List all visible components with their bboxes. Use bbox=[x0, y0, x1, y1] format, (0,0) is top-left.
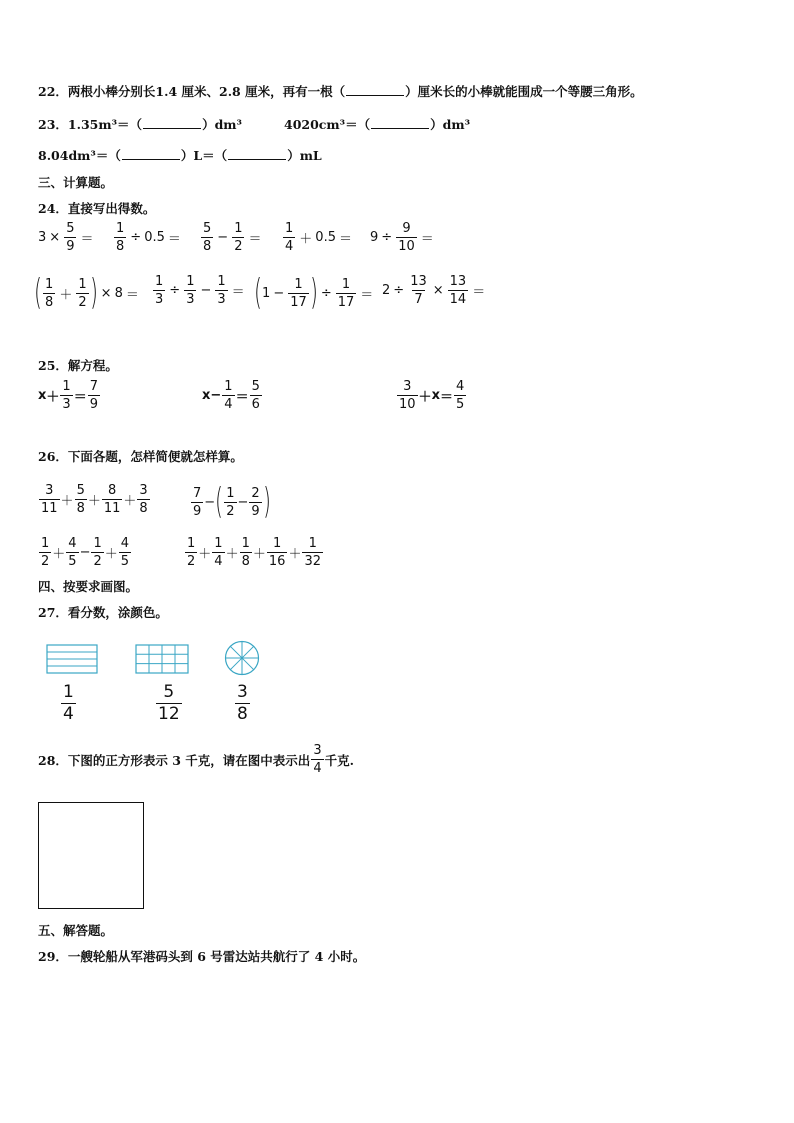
question-text: 8.04dm³＝（ bbox=[38, 148, 121, 163]
question-27-title: 27．看分数，涂颜色。 bbox=[38, 605, 168, 620]
fraction: $\frac{13}{14}$ bbox=[449, 274, 467, 307]
fraction: $\frac{4}{5}$ bbox=[455, 379, 465, 412]
fraction: $\frac{4}{5}$ bbox=[68, 536, 77, 569]
fraction: $\frac{9}{10}$ bbox=[398, 221, 415, 254]
fraction: $\frac{1}{16}$ bbox=[268, 536, 286, 569]
unit-text: ）dm³ bbox=[202, 117, 243, 132]
answer-blank[interactable] bbox=[371, 117, 429, 129]
calc-24-6: ( $\frac{1}{8}$ ＋ $\frac{1}{2}$ ) × 8 ＝ bbox=[34, 272, 139, 313]
fraction: $\frac{3}{8}$ bbox=[139, 483, 148, 516]
question-23-line-1 bbox=[38, 115, 242, 133]
fraction: $\frac{1}{3}$ bbox=[62, 379, 71, 412]
fraction: $\frac{1}{17}$ bbox=[337, 276, 355, 310]
answer-blank[interactable] bbox=[143, 117, 201, 129]
fraction: $\frac{1}{3}$ bbox=[217, 274, 226, 307]
question-29: 29．一艘轮船从军港码头到 6 号雷达站共航行了 4 小时。 bbox=[38, 949, 366, 964]
question-text: 4020cm³＝（ bbox=[284, 117, 371, 132]
question-25-title: 25．解方程。 bbox=[38, 358, 118, 373]
fraction: $\frac{1}{2}$ bbox=[78, 276, 87, 310]
calc-26-2: $\frac{7}{9}$ − ( $\frac{1}{2}$ − $\frac{2}{9}$ ) bbox=[193, 481, 271, 522]
question-text: 两根小棒分别长1.4 厘米、2.8 厘米，再有一根（ bbox=[67, 84, 346, 99]
fraction: $\frac{3}{11}$ bbox=[41, 483, 58, 516]
question-text: 28．下图的正方形表示 3 千克，请在图中表示出 bbox=[38, 752, 311, 768]
question-number: 23． bbox=[38, 117, 68, 132]
question-text: 千克. bbox=[324, 752, 354, 768]
question-22 bbox=[38, 82, 643, 100]
fraction: $\frac{1}{17}$ bbox=[290, 276, 307, 310]
equation-25-3: $\frac{3}{10}$ ＋ x ＝ $\frac{4}{5}$ bbox=[399, 379, 465, 412]
unit-text: ）dm³ bbox=[430, 117, 471, 132]
fraction: $\frac{2}{9}$ bbox=[251, 485, 260, 519]
fraction: $\frac{3}{4}$ bbox=[313, 743, 322, 776]
fraction: $\frac{1}{2}$ bbox=[93, 536, 102, 569]
fraction: $\frac{1}{32}$ bbox=[304, 536, 321, 569]
calc-24-3: $\frac{5}{8}$ − $\frac{1}{2}$ ＝ bbox=[203, 221, 262, 254]
fraction: $\frac{8}{11}$ bbox=[103, 483, 121, 516]
calc-24-9: 2 ÷ $\frac{13}{7}$ × $\frac{13}{14}$ ＝ bbox=[382, 274, 486, 307]
fraction: $\frac{1}{2}$ bbox=[41, 536, 50, 569]
fraction: $\frac{1}{4}$ bbox=[214, 536, 223, 569]
striped-rectangle-shape[interactable] bbox=[46, 644, 98, 674]
fraction: $\frac{13}{7}$ bbox=[410, 274, 427, 307]
question-number: 22． bbox=[38, 84, 68, 99]
answer-blank[interactable] bbox=[346, 84, 404, 96]
calc-24-5: 9 ÷ $\frac{9}{10}$ ＝ bbox=[370, 221, 434, 254]
fraction-label-3: $\frac{3}{8}$ bbox=[237, 682, 248, 724]
question-28 bbox=[38, 744, 354, 775]
fraction: $\frac{5}{6}$ bbox=[251, 379, 260, 412]
section-3-heading: 三、计算题。 bbox=[38, 175, 114, 190]
calc-24-8: ( 1 − $\frac{1}{17}$ ) ÷ $\frac{1}{17}$ ＝ bbox=[254, 272, 374, 313]
answer-blank[interactable] bbox=[228, 148, 286, 160]
fraction: $\frac{7}{9}$ bbox=[89, 379, 98, 412]
fraction: $\frac{5}{8}$ bbox=[203, 221, 212, 254]
fraction-label-2: $\frac{5}{12}$ bbox=[158, 682, 180, 724]
divided-circle-shape[interactable] bbox=[224, 640, 260, 676]
fraction: $\frac{1}{8}$ bbox=[241, 536, 250, 569]
fraction: $\frac{5}{8}$ bbox=[76, 483, 85, 516]
question-23-line-2 bbox=[38, 146, 322, 164]
fraction: $\frac{1}{2}$ bbox=[187, 536, 196, 569]
section-4-heading: 四、按要求画图。 bbox=[38, 579, 139, 594]
fraction: $\frac{5}{9}$ bbox=[66, 221, 75, 254]
calc-24-7: $\frac{1}{3}$ ÷ $\frac{1}{3}$ − $\frac{1}{3}$ ＝ bbox=[155, 274, 245, 307]
answer-blank[interactable] bbox=[122, 148, 180, 160]
question-26-title: 26．下面各题，怎样简便就怎样算。 bbox=[38, 449, 243, 464]
fraction: $\frac{4}{5}$ bbox=[120, 536, 130, 569]
calc-26-1: $\frac{3}{11}$ ＋ $\frac{5}{8}$ ＋ $\frac{8}{11}$ ＋ $\frac{3}{8}$ bbox=[41, 483, 148, 516]
fraction: $\frac{1}{8}$ bbox=[116, 221, 125, 254]
fraction: $\frac{1}{4}$ bbox=[285, 221, 294, 254]
square-drawing-area[interactable] bbox=[38, 802, 144, 909]
fraction: $\frac{1}{2}$ bbox=[234, 221, 243, 254]
calc-24-2: $\frac{1}{8}$ ÷ 0.5 ＝ bbox=[116, 221, 181, 254]
equation-25-1: x ＋ $\frac{1}{3}$ ＝ $\frac{7}{9}$ bbox=[38, 379, 98, 412]
calc-26-3: $\frac{1}{2}$ ＋ $\frac{4}{5}$ − $\frac{1}{2}$ ＋ $\frac{4}{5}$ bbox=[41, 536, 130, 569]
fraction: $\frac{1}{8}$ bbox=[45, 276, 54, 310]
question-text: 1.35m³＝（ bbox=[67, 117, 143, 132]
calc-26-4: $\frac{1}{2}$ ＋ $\frac{1}{4}$ ＋ $\frac{1}{8}$ ＋ $\frac{1}{16}$ ＋ $\frac{1}{32}$ bbox=[187, 536, 321, 569]
question-23-part-b bbox=[284, 115, 470, 133]
grid-rectangle-shape[interactable] bbox=[135, 644, 189, 674]
fraction: $\frac{7}{9}$ bbox=[193, 485, 202, 519]
fraction: $\frac{3}{10}$ bbox=[399, 379, 416, 412]
calc-24-4: $\frac{1}{4}$ ＋ 0.5 ＝ bbox=[285, 221, 352, 254]
question-24-title: 24．直接写出得数。 bbox=[38, 201, 156, 216]
unit-text: ）mL bbox=[287, 148, 322, 163]
calc-24-1: 3 × $\frac{5}{9}$ ＝ bbox=[38, 221, 94, 254]
question-text: ）L＝（ bbox=[180, 148, 228, 163]
fraction: $\frac{1}{2}$ bbox=[226, 485, 235, 519]
fraction: $\frac{1}{4}$ bbox=[224, 379, 233, 412]
section-5-heading: 五、解答题。 bbox=[38, 923, 114, 938]
fraction: $\frac{1}{3}$ bbox=[155, 274, 164, 307]
fraction: $\frac{1}{3}$ bbox=[186, 274, 195, 307]
fraction-label-1: $\frac{1}{4}$ bbox=[63, 682, 74, 724]
equation-25-2: x − $\frac{1}{4}$ ＝ $\frac{5}{6}$ bbox=[202, 379, 260, 412]
question-text: ）厘米长的小棒就能围成一个等腰三角形。 bbox=[405, 84, 643, 99]
